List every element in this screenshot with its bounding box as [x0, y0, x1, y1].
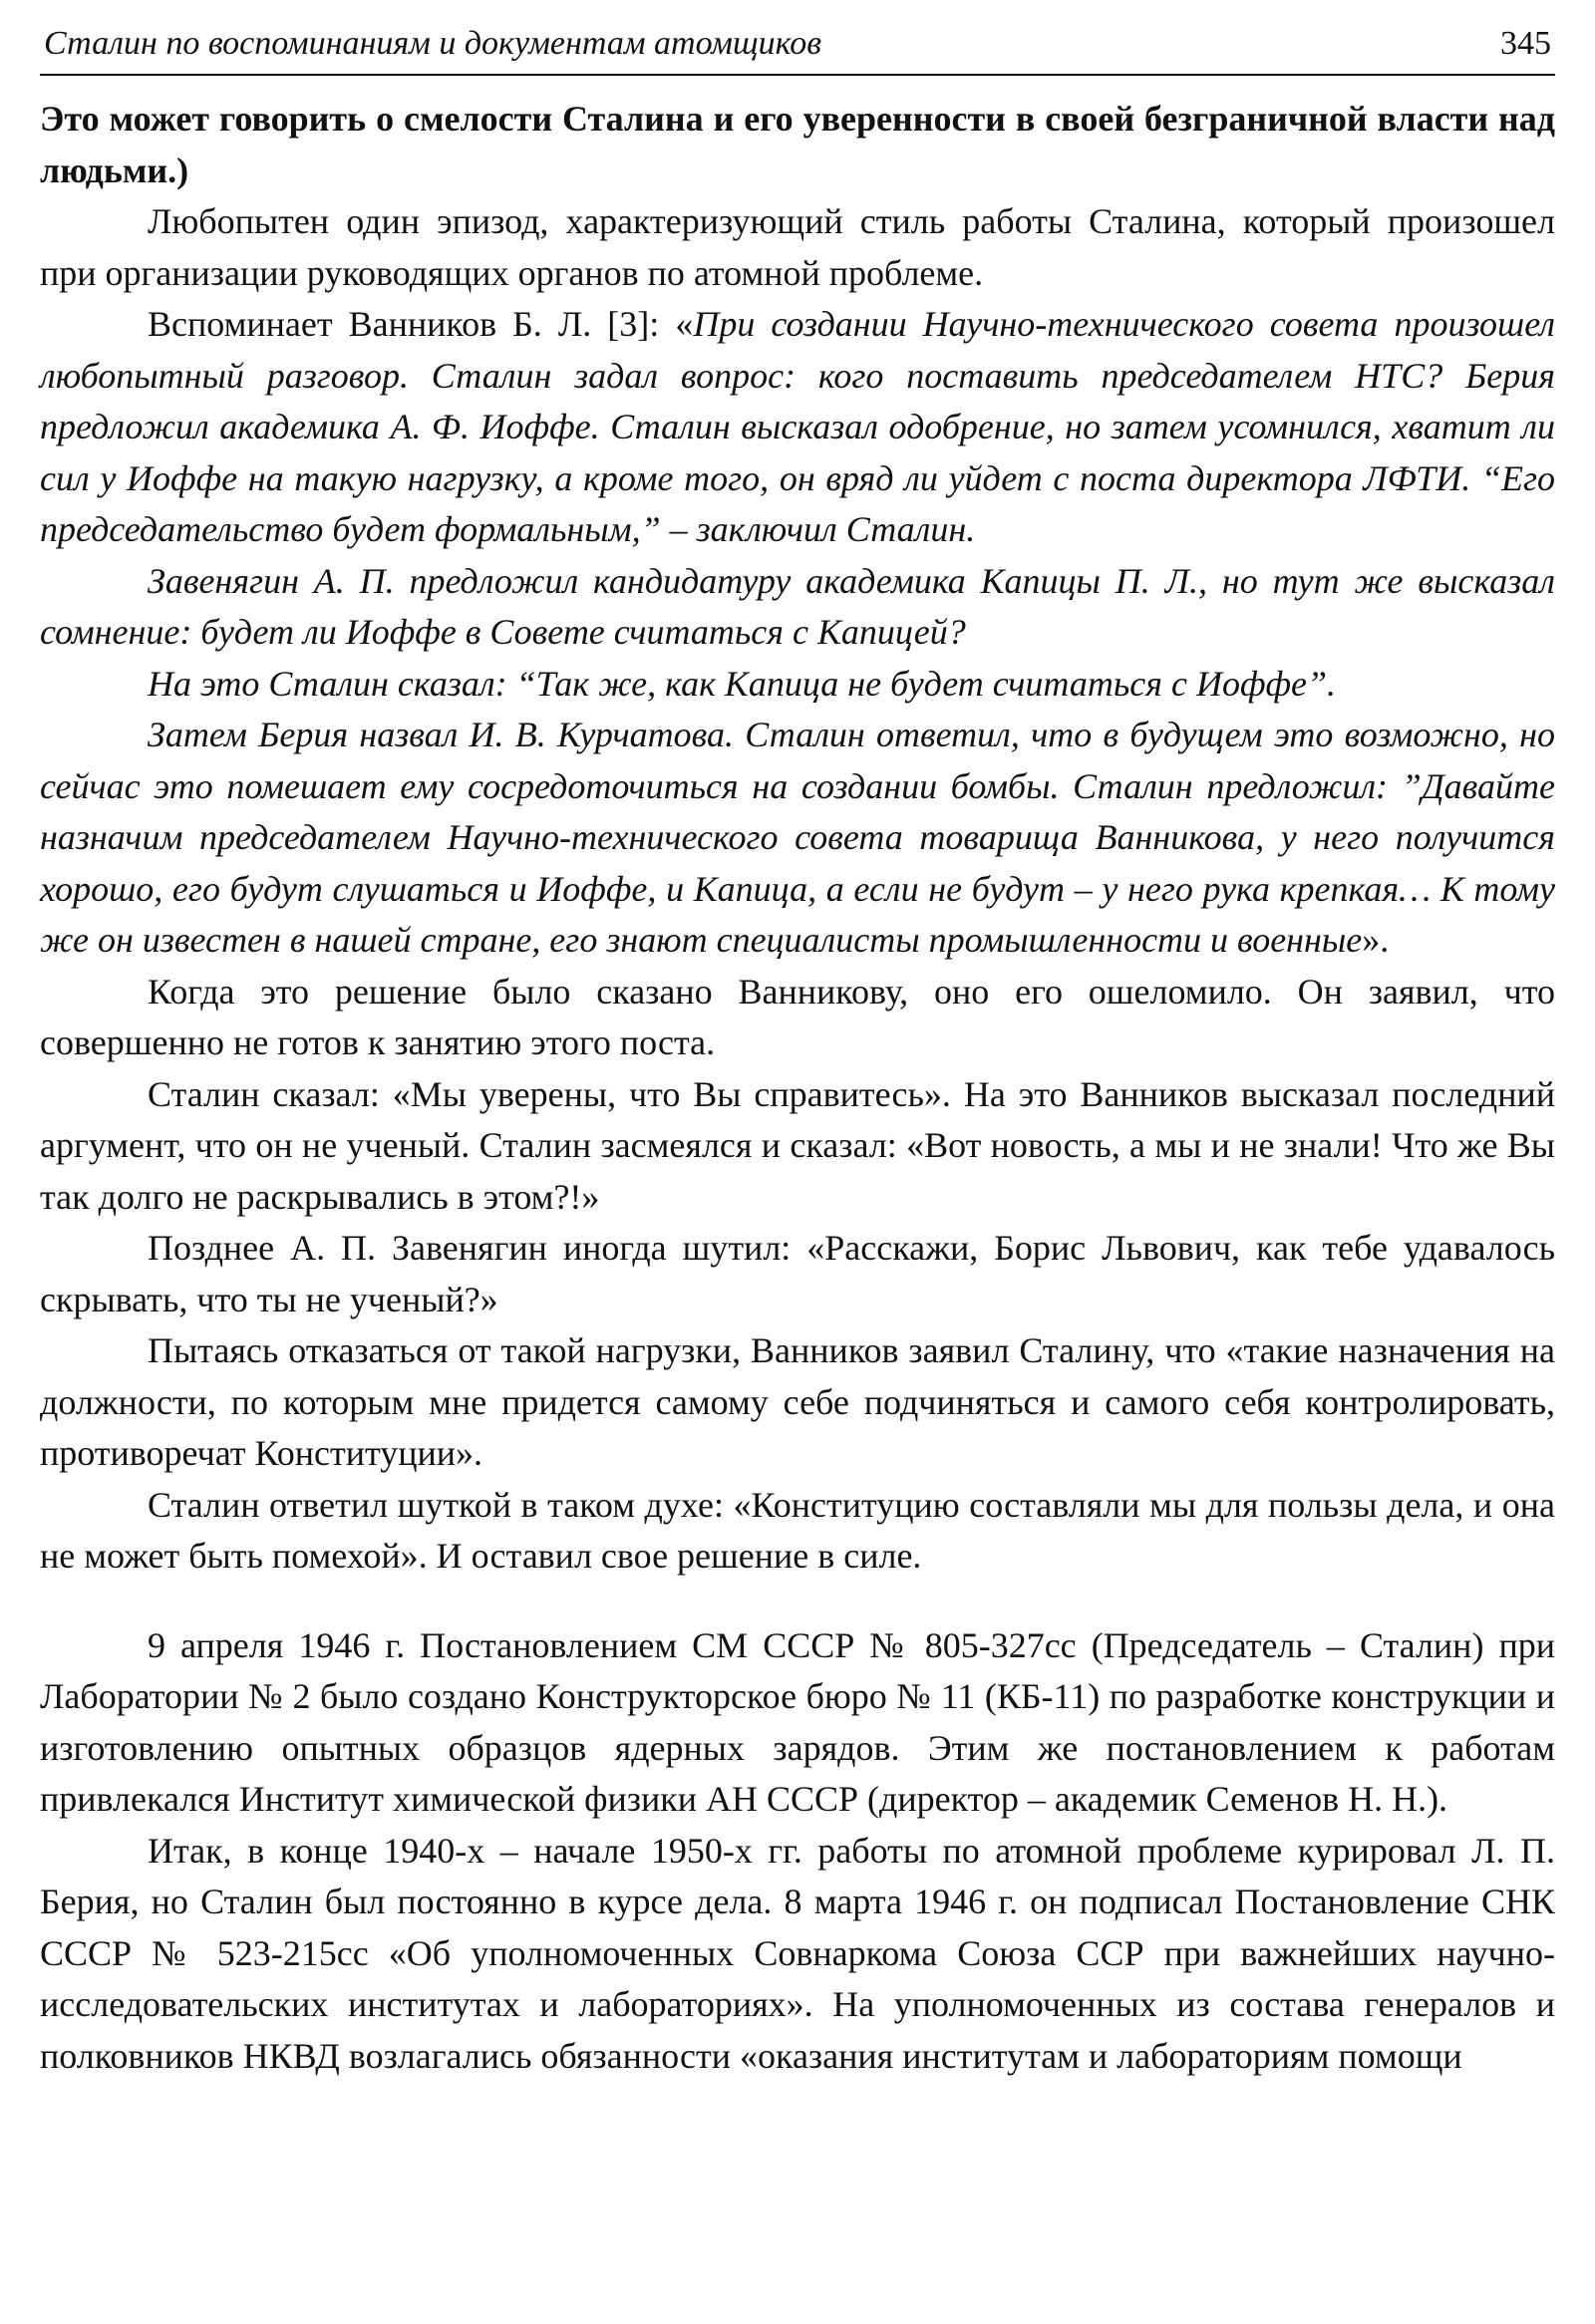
paragraph: Когда это решение было сказано Ванникову, оно его ошеломило. Он заявил, что совершенно не готов к занятию этого поста.	[40, 971, 1555, 1062]
paragraph: Это может говорить о смелости Сталина и его уверенности в своей безграничной власти над людьми.)	[40, 99, 1555, 190]
running-header	[40, 22, 1555, 76]
quote-text: Затем Берия назвал И. В. Курчатова. Сталин ответил, что в будущем это возможно, но сейчас это помешает ему сосредоточиться на создании бомбы. Сталин предложил: ”Давайте назначим председателем Научно-технического совета товарища Ванникова, у него получится хорошо, его будут слушаться и Иоффе, и Капица, а если не будут – у него рука крепкая… К тому же он известен в нашей стране, его знают специалисты промышленности и военные	[40, 715, 1555, 960]
quote-close: ».	[1362, 920, 1390, 960]
body-text	[40, 94, 1555, 2082]
paragraph	[40, 710, 1555, 967]
section-gap	[40, 1583, 1555, 1620]
paragraph	[40, 299, 1555, 556]
quote-text: При создании Научно-технического совета произошел любопытный разговор. Сталин задал вопрос: кого поставить председателем НТС? Берия предложил академика А. Ф. Иоффе. Сталин высказал одобрение, но затем усомнился, хватит ли сил у Иоффе на такую нагрузку, а кроме того, он вряд ли уйдет с поста директора ЛФТИ. “Его председательство будет формальным,” – заключил Сталин.	[40, 304, 1555, 549]
paragraph: Сталин ответил шуткой в таком духе: «Конституцию составляли мы для пользы дела, и она не может быть помехой». И оставил свое решение в силе.	[40, 1484, 1555, 1576]
paragraph: Позднее А. П. Завенягин иногда шутил: «Расскажи, Борис Львович, как тебе удавалось скрывать, что ты не ученый?»	[40, 1228, 1555, 1319]
page-number: 345	[1500, 25, 1551, 62]
paragraph: 9 апреля 1946 г. Постановлением СМ СССР № 805-327сс (Председатель – Сталин) при Лаборатории № 2 было создано Конструкторское бюро № 11 (КБ-11) по разработке конструкции и изготовлению опытных образцов ядерных зарядов. Этим же постановлением к работам привлекался Институт химической физики АН СССР (директор – академик Семенов Н. Н.).	[40, 1624, 1555, 1819]
paragraph: На это Сталин сказал: “Так же, как Капица не будет считаться с Иоффе”.	[148, 663, 1337, 704]
paragraph: Сталин сказал: «Мы уверены, что Вы справитесь». На это Ванников высказал последний аргумент, что он не ученый. Сталин засмеялся и сказал: «Вот новость, а мы и не знали! Что же Вы так долго не раскрывались в этом?!»	[40, 1073, 1555, 1217]
paragraph-intro: Вспоминает Ванников Б. Л. [3]: «	[148, 304, 694, 344]
running-title: Сталин по воспоминаниям и документам атомщиков	[44, 25, 822, 62]
paragraph: Завенягин А. П. предложил кандидатуру академика Капицы П. Л., но тут же высказал сомнение: будет ли Иоффе в Совете считаться с Капицей?	[40, 560, 1555, 652]
document-page	[40, 22, 1555, 2082]
paragraph: Пытаясь отказаться от такой нагрузки, Ванников заявил Сталину, что «такие назначения на должности, по которым мне придется самому себе подчиняться и самого себя контролировать, противоречат Конституции».	[40, 1330, 1555, 1473]
paragraph: Итак, в конце 1940-х – начале 1950-х гг. работы по атомной проблеме курировал Л. П. Берия, но Сталин был постоянно в курсе дела. 8 марта 1946 г. он подписал Постановление СНК СССР № 523-215сс «Об уполномоченных Совнаркома Союза ССР при важнейших научно-исследовательских институтах и лабораториях». На уполномоченных из состава генералов и полковников НКВД возлагались обязанности «оказания институтам и лабораториям помощи	[40, 1830, 1555, 2076]
paragraph: Любопытен один эпизод, характеризующий стиль работы Сталина, который произошел при организации руководящих органов по атомной проблеме.	[40, 201, 1555, 293]
